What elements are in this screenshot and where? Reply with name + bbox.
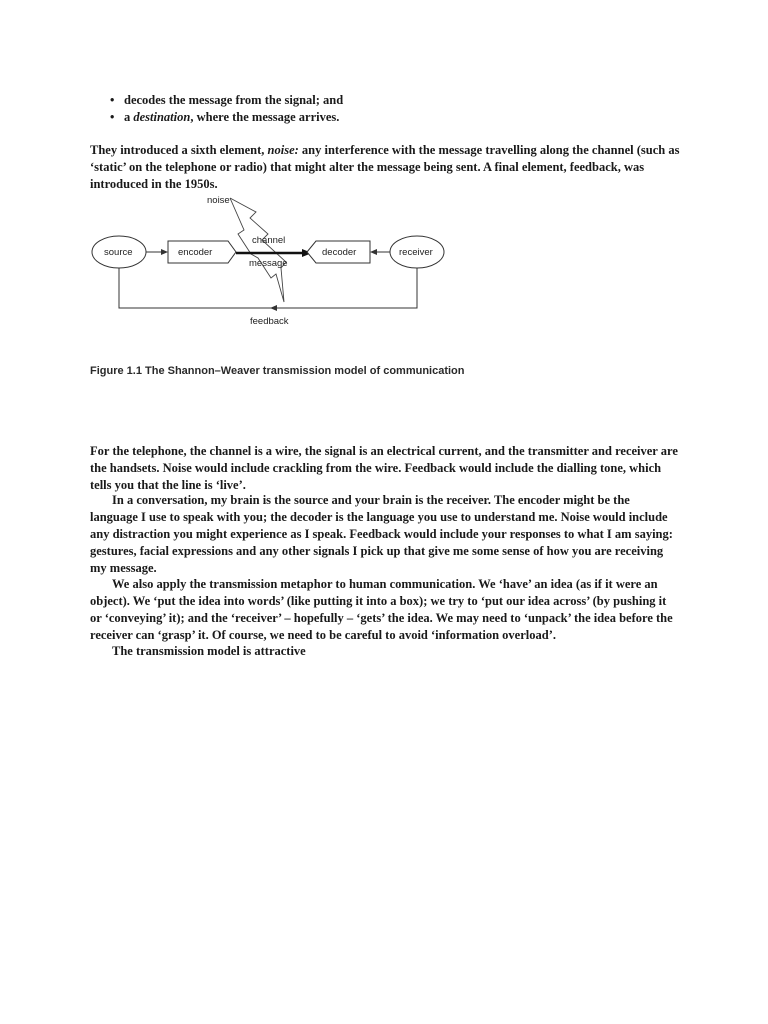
- channel-label: channel: [252, 235, 286, 246]
- feedback-label: feedback: [250, 316, 289, 327]
- paragraph-text: any interference with the message travelling along the channel (such as ‘static’ on the telephone or radio) that might alter the message being sent. A final element, feedback, was introduced in the 1950s.: [90, 143, 680, 191]
- bullet-text: decodes the message from the signal; and: [124, 93, 344, 107]
- noise-lightning-bolt: [230, 198, 286, 302]
- paragraph-noise: [90, 142, 680, 193]
- bullet-list: [108, 92, 343, 126]
- paragraph-telephone: For the telephone, the channel is a wire, the signal is an electrical current, and the transmitter and receiver are the handsets. Noise would include crackling from the wire. Feedback would include the dialling tone, which tells you that the line is ‘live’.: [90, 444, 678, 492]
- encoder-label: encoder: [178, 247, 213, 258]
- source-label: source: [104, 247, 133, 258]
- arrowhead: [161, 249, 168, 255]
- bullet-item: [108, 109, 343, 126]
- bullet-item: [108, 92, 343, 109]
- receiver-label: receiver: [399, 247, 433, 258]
- bullet-text-prefix: a: [124, 110, 134, 124]
- bullet-emphasis: destination: [133, 110, 191, 124]
- arrowhead: [270, 305, 277, 311]
- figure-caption: Figure 1.1 The Shannon–Weaver transmission model of communication: [90, 365, 465, 377]
- bullet-text: , where the message arrives.: [190, 110, 340, 124]
- paragraph-text: They introduced a sixth element,: [90, 143, 268, 157]
- noise-label: noise: [207, 195, 230, 206]
- arrowhead: [370, 249, 377, 255]
- paragraph-emphasis: noise:: [267, 143, 299, 157]
- message-label: message: [249, 258, 288, 269]
- paragraph-metaphor: We also apply the transmission metaphor to human communication. We ‘have’ an idea (as if it were an object). We ‘put the idea into words’ (like putting it into a box); we try to ‘put our idea across’ (by pushing it or ‘conveying’ it); and the ‘receiver’ – hopefully – ‘gets’ the idea. We may need to ‘unpack’ the idea before the receiver can ‘grasp’ it. Of course, we need to be careful to avoid ‘information overload’.: [90, 577, 673, 642]
- paragraph-conversation: In a conversation, my brain is the source and your brain is the receiver. The encoder might be the language I use to speak with you; the decoder is the language you use to understand me. Noise would include any distraction you might experience as I speak. Feedback would include your responses to what I am saying: gestures, facial expressions and any other signals I pick up that give me some sense of how you are receiving my message.: [90, 493, 673, 575]
- shannon-weaver-diagram: [80, 190, 460, 340]
- paragraph-attractive: The transmission model is attractive: [112, 644, 306, 658]
- decoder-label: decoder: [322, 247, 357, 258]
